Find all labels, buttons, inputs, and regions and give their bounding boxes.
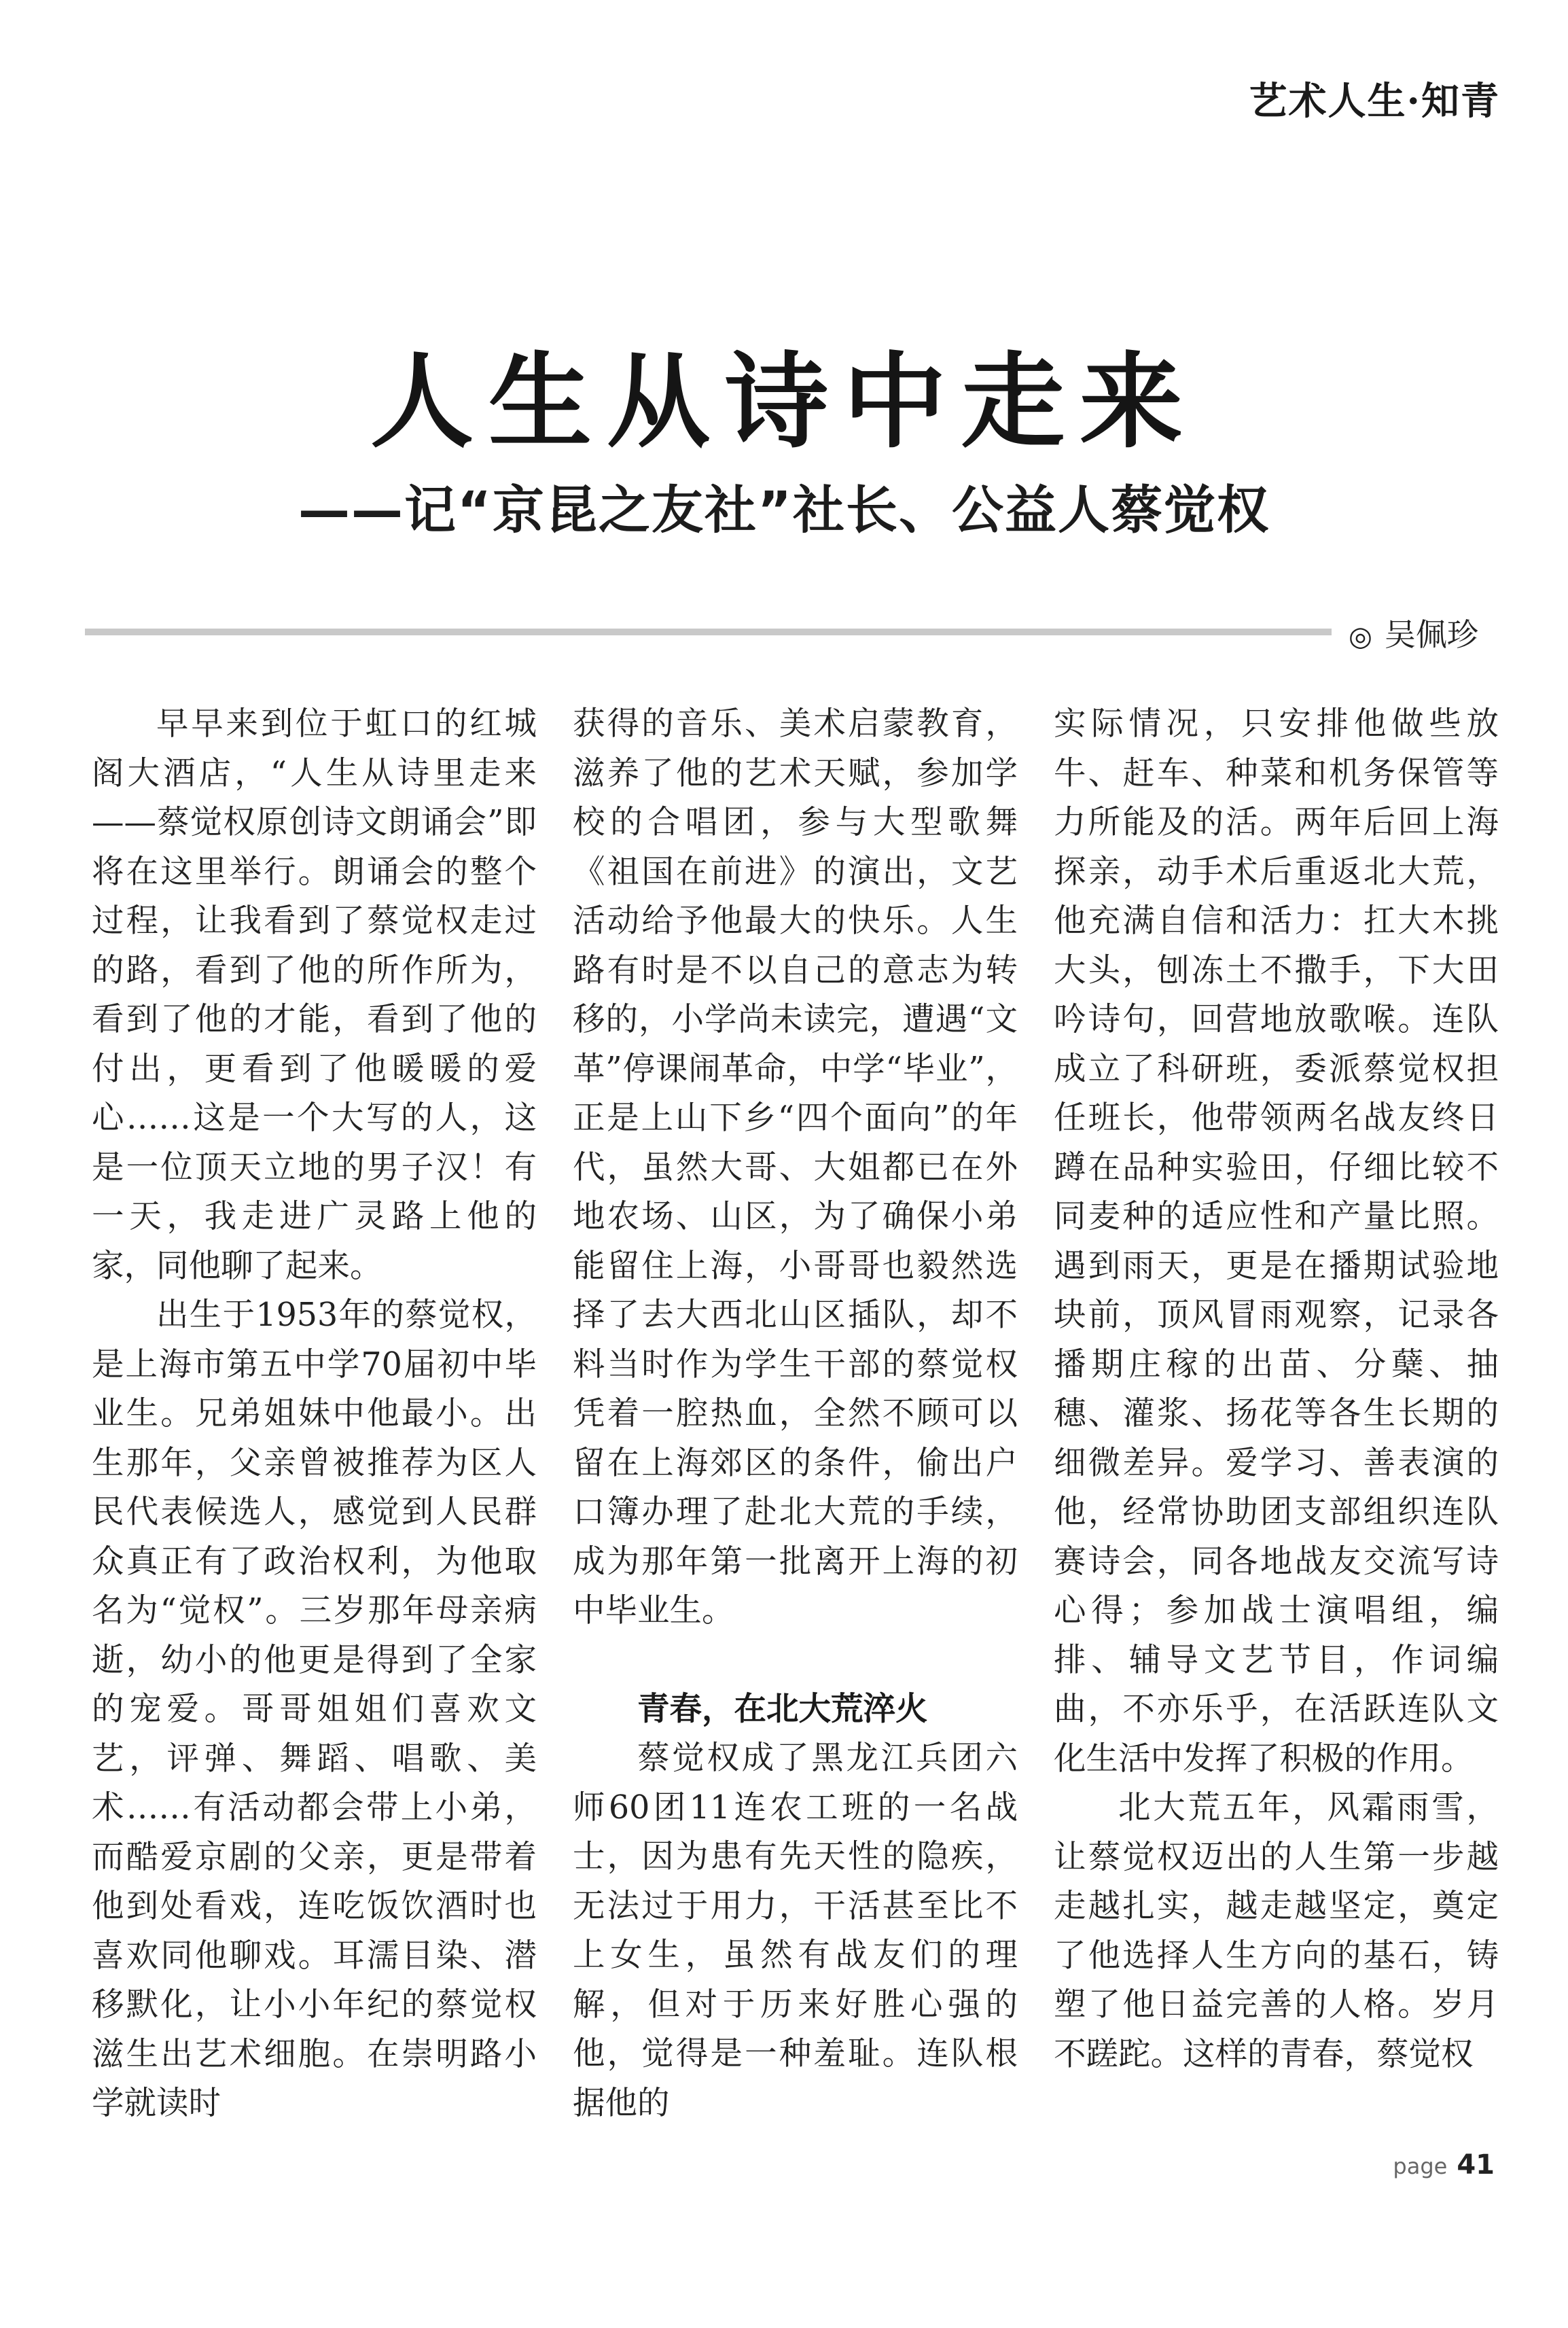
paragraph: 出生于1953年的蔡觉权，是上海市第五中学70届初中毕业生。兄弟姐妹中他最小。出生那年，父亲曾被推荐为区人民代表候选人，感觉到人民群众真正有了政治权利，为他取名为“觉权”。三岁那年母亲病逝，幼小的他更是得到了全家的宠爱。哥哥姐姐们喜欢文艺，评弹、舞蹈、唱歌、美术……有活动都会带上小弟，而酷爱京剧的父亲，更是带着他到处看戏，连吃饭饮酒时也喜欢同他聊戏。耳濡目染、潜移默化，让小小年纪的蔡觉权滋生出艺术细胞。在崇明路小学就读时 — [92, 1297, 537, 2122]
byline — [1349, 610, 1478, 655]
page-number: 41 — [1457, 2149, 1495, 2181]
paragraph: 早早来到位于虹口的红城阁大酒店，“人生从诗里走来——蔡觉权原创诗文朗诵会”即将在这里举行。朗诵会的整个过程，让我看到了蔡觉权走过的路，看到了他的所作所为，看到了他的才能，看到了他的付出，更看到了他暖暖的爱心……这是一个大写的人，这是一位顶天立地的男子汉！有一天，我走进广灵路上他的家，同他聊了起来。 — [92, 705, 537, 1285]
title-divider — [85, 629, 1332, 635]
section-tag: 艺术人生·知青 — [1249, 79, 1500, 124]
article-subtitle: ——记“京昆之友社”社长、公益人蔡觉权 — [298, 480, 1270, 540]
paragraph: 获得的音乐、美术启蒙教育，滋养了他的艺术天赋，参加学校的合唱团，参与大型歌舞《祖国在前进》的演出，文艺活动给予他最大的快乐。人生路有时是不以自己的意志为转移的，小学尚未读完，遭遇“文革”停课闹革命，中学“毕业”，正是上山下乡“四个面向”的年代，虽然大哥、大姐都已在外地农场、山区，为了确保小弟能留住上海，小哥哥也毅然选择了去大西北山区插队，却不料当时作为学生干部的蔡觉权凭着一腔热血，全然不顾可以留在上海郊区的条件，偷出户口簿办理了赴北大荒的手续，成为那年第一批离开上海的初中毕业生。 — [573, 705, 1018, 1629]
paragraph: 北大荒五年，风霜雨雪，让蔡觉权迈出的人生第一步越走越扎实，越走越坚定，奠定了他选择人生方向的基石，铸塑了他日益完善的人格。岁月不蹉跎。这样的青春，蔡觉权 — [1054, 1789, 1499, 2073]
page-label: page — [1393, 2153, 1448, 2179]
text-column-2 — [573, 700, 1018, 2128]
text-column-3 — [1054, 700, 1499, 2079]
page-footer — [1393, 2149, 1495, 2181]
article-title: 人生从诗中走来 — [370, 342, 1198, 462]
byline-circle-icon: ◎ — [1349, 621, 1372, 652]
paragraph: 实际情况，只安排他做些放牛、赶车、种菜和机务保管等力所能及的活。两年后回上海探亲，动手术后重返北大荒，他充满自信和活力：扛大木挑大头，刨冻土不撒手，下大田吟诗句，回营地放歌喉。连队成立了科研班，委派蔡觉权担任班长，他带领两名战友终日蹲在品种实验田，仔细比较不同麦种的适应性和产量比照。遇到雨天，更是在播期试验地块前，顶风冒雨观察，记录各播期庄稼的出苗、分蘖、抽穗、灌浆、扬花等各生长期的细微差异。爱学习、善表演的他，经常协助团支部组织连队赛诗会，同各地战友交流写诗心得；参加战士演唱组，编排、辅导文艺节目，作词编曲，不亦乐乎，在活跃连队文化生活中发挥了积极的作用。 — [1054, 705, 1499, 1778]
author-name: 吴佩珍 — [1384, 616, 1478, 653]
section-heading: 青春，在北大荒淬火 — [637, 1690, 928, 1728]
paragraph: 蔡觉权成了黑龙江兵团六师60团11连农工班的一名战士，因为患有先天性的隐疾，无法过于用力，干活甚至比不上女生，虽然有战友们的理解，但对于历来好胜心强的他，觉得是一种羞耻。连队根据他的 — [573, 1740, 1018, 2122]
text-column-1 — [92, 700, 537, 2129]
